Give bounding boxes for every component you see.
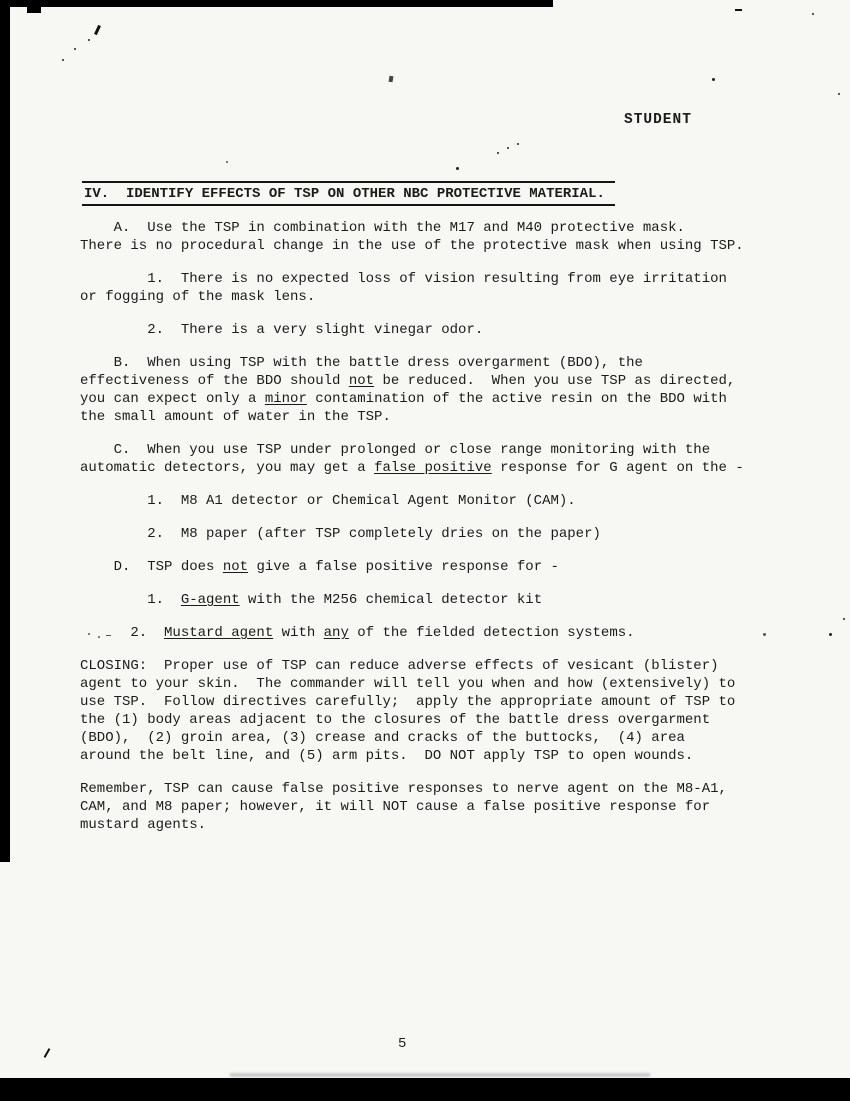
- paragraph: [80, 354, 780, 426]
- text-line: the (1) body areas adjacent to the closures of the battle dress overgarment: [80, 712, 711, 728]
- scan-artifact-speck: [226, 161, 228, 163]
- paragraph: [80, 219, 780, 255]
- text-line: agent to your skin. The commander will tell you when and how (extensively) to: [80, 676, 736, 692]
- section-heading: IV. IDENTIFY EFFECTS OF TSP ON OTHER NBC PROTECTIVE MATERIAL.: [82, 181, 615, 206]
- scan-artifact-slash: [44, 1048, 51, 1058]
- paragraph: [80, 558, 780, 576]
- text-line: the small amount of water in the TSP.: [80, 409, 391, 425]
- scan-artifact-speck: [812, 13, 814, 15]
- scan-artifact-speck: [843, 618, 845, 620]
- scan-artifact-top-left-blotch: [27, 0, 41, 13]
- scan-artifact-speck: [829, 633, 832, 636]
- paragraph: [80, 270, 780, 306]
- text-line: Remember, TSP can cause false positive responses to nerve agent on the M8-A1,: [80, 781, 727, 797]
- text-line: (BDO), (2) groin area, (3) crease and cracks of the buttocks, (4) area: [80, 730, 685, 746]
- scan-artifact-bottom-edge-bar: [0, 1078, 850, 1101]
- scan-artifact-speck: [74, 48, 76, 50]
- text-line: There is no procedural change in the use of the protective mask when using TSP.: [80, 238, 744, 254]
- text-line: D. TSP does not give a false positive response for -: [80, 559, 559, 575]
- text-line: B. When using TSP with the battle dress overgarment (BDO), the: [80, 355, 643, 371]
- scan-artifact-speck: [497, 152, 499, 154]
- text-line: 1. M8 A1 detector or Chemical Agent Monitor (CAM).: [80, 493, 576, 509]
- text-line: CLOSING: Proper use of TSP can reduce adverse effects of vesicant (blister): [80, 658, 719, 674]
- text-line: C. When you use TSP under prolonged or close range monitoring with the: [80, 442, 711, 458]
- text-line: mustard agents.: [80, 817, 207, 833]
- scan-artifact-dash: [735, 9, 742, 11]
- paragraph: [80, 591, 780, 609]
- scan-artifact-speck: [517, 143, 519, 145]
- scan-artifact-speck: [62, 59, 64, 61]
- text-line: 2. M8 paper (after TSP completely dries on the paper): [80, 526, 601, 542]
- paragraph: [80, 624, 780, 642]
- scan-artifact-speck: [838, 93, 840, 95]
- text-line: or fogging of the mask lens.: [80, 289, 316, 305]
- paragraph: [80, 321, 780, 339]
- text-line: CAM, and M8 paper; however, it will NOT cause a false positive response for: [80, 799, 711, 815]
- scan-artifact-bottom-smudge: [230, 1073, 650, 1077]
- text-line: A. Use the TSP in combination with the M17 and M40 protective mask.: [80, 220, 685, 236]
- text-line: 2. Mustard agent with any of the fielded detection systems.: [80, 625, 635, 641]
- scan-artifact-speck: [507, 147, 509, 149]
- scan-artifact-left-edge-bar: [0, 0, 10, 862]
- scan-artifact-speck: [712, 78, 715, 81]
- scan-artifact-top-edge-bar: [0, 0, 553, 7]
- page-number: 5: [398, 1036, 407, 1052]
- scan-artifact-speck: [88, 39, 90, 41]
- text-line: 1. G-agent with the M256 chemical detector kit: [80, 592, 543, 608]
- paragraph: [80, 525, 780, 543]
- document-content: [80, 181, 780, 849]
- document-body: [80, 219, 780, 834]
- scan-artifact-speck: [456, 167, 459, 170]
- header-student-label: STUDENT: [624, 112, 692, 128]
- text-line: automatic detectors, you may get a false positive response for G agent on the -: [80, 460, 744, 476]
- text-line: use TSP. Follow directives carefully; apply the appropriate amount of TSP to: [80, 694, 736, 710]
- text-line: 2. There is a very slight vinegar odor.: [80, 322, 484, 338]
- scan-artifact-ink-mark: [389, 76, 394, 83]
- text-line: around the belt line, and (5) arm pits. DO NOT apply TSP to open wounds.: [80, 748, 694, 764]
- paragraph: [80, 441, 780, 477]
- text-line: 1. There is no expected loss of vision resulting from eye irritation: [80, 271, 727, 287]
- text-line: effectiveness of the BDO should not be reduced. When you use TSP as directed,: [80, 373, 736, 389]
- text-line: you can expect only a minor contamination of the active resin on the BDO with: [80, 391, 727, 407]
- paragraph: [80, 657, 780, 765]
- scan-artifact-pen-tick: [94, 25, 101, 35]
- paragraph: [80, 780, 780, 834]
- paragraph: [80, 492, 780, 510]
